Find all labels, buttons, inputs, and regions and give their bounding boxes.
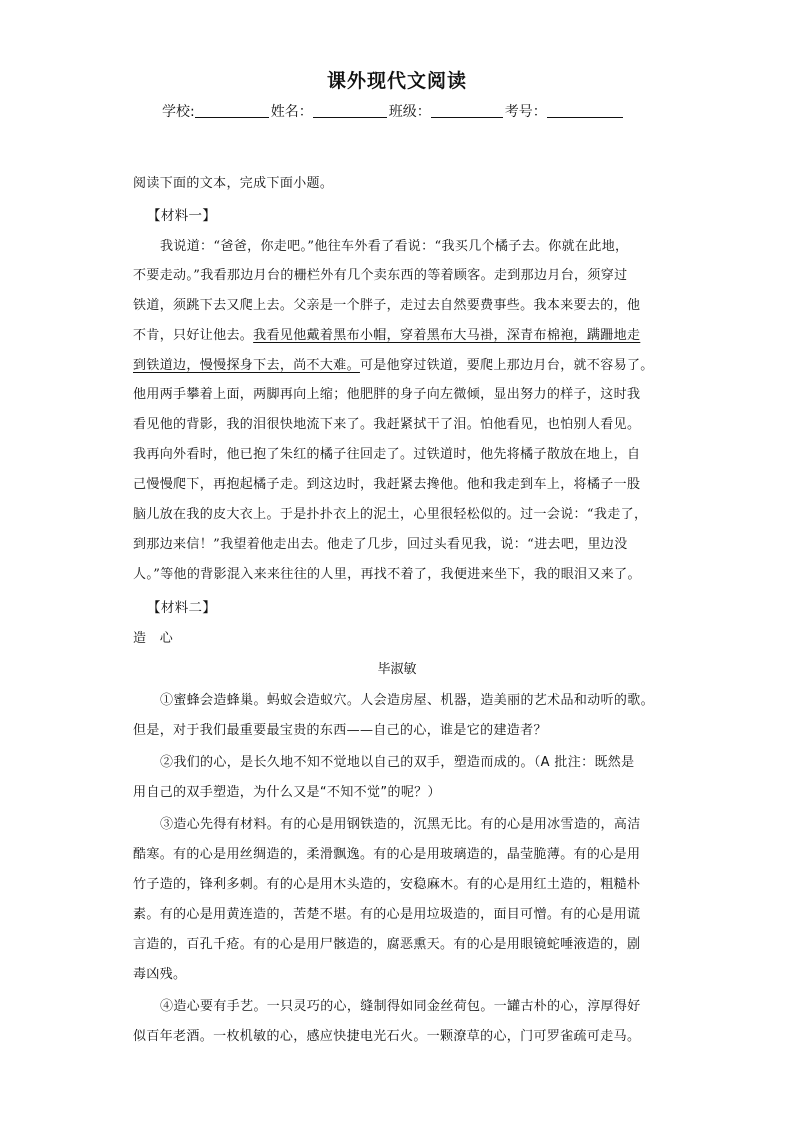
material1-line <box>133 354 654 373</box>
class-blank <box>431 103 503 118</box>
material2-line <box>160 751 635 770</box>
class-label: 班级： <box>388 104 431 120</box>
material1-line: 他用两手攀着上面，两脚再向上缩；他肥胖的身子向左微倾，显出努力的样子，这时我 <box>133 387 641 402</box>
material1-line: 脑儿放在我的皮大衣上。于是扑扑衣上的泥土，心里很轻松似的。过一会说：“我走了， <box>133 507 648 522</box>
material1-line <box>133 324 640 343</box>
material2-line: 但是，对于我们最重要最宝贵的东西——自己的心，谁是它的建造者？ <box>133 723 547 738</box>
annotation-a-continued: 用自己的双手塑造，为什么又是“不知不觉”的呢？） <box>133 785 441 800</box>
annotation-a: （A 批注：既然是 <box>533 755 635 770</box>
material1-line: 人。”等他的背影混入来来往往的人里，再找不着了，我便进来坐下，我的眼泪又来了。 <box>133 567 641 582</box>
material1-line: 己慢慢爬下，再抱起橘子走。到这边时，我赶紧去搀他。他和我走到车上，将橘子一股 <box>133 477 641 492</box>
material2-heading: 【材料二】 <box>147 600 217 616</box>
exam-no-blank <box>547 103 623 118</box>
instruction: 阅读下面的文本，完成下面小题。 <box>133 176 334 191</box>
material2-line: ①蜜蜂会造蜂巢。蚂蚁会造蚁穴。人会造房屋、机器，造美丽的艺术品和动听的歌。 <box>160 693 654 708</box>
underlined-passage: 我看见他戴着黑布小帽，穿着黑布大马褂，深青布棉袍，蹒跚地走 <box>253 328 641 343</box>
material1-line: 到那边来信！”我望着他走出去。他走了几步，回过头看见我，说：“进去吧，里边没 <box>133 537 628 552</box>
material2-line: 毒凶残。 <box>133 967 187 982</box>
name-label: 姓名： <box>270 104 313 120</box>
material2-line: ③造心先得有材料。有的心是用钢铁造的，沉黑无比。有的心是用冰雪造的，高洁 <box>160 817 641 832</box>
material1-line: 我再向外看时，他已抱了朱红的橘子往回走了。过铁道时，他先将橘子散放在地上，自 <box>133 447 641 462</box>
material1-heading: 【材料一】 <box>147 208 217 224</box>
exam-no-label: 考号： <box>504 104 547 120</box>
name-blank <box>313 103 387 118</box>
material2-line: 酷寒。有的心是用丝绸造的，柔滑飘逸。有的心是用玻璃造的，晶莹脆薄。有的心是用 <box>133 847 641 862</box>
page-title: 课外现代文阅读 <box>326 70 467 92</box>
material1-line: 不要走动。”我看那边月台的栅栏外有几个卖东西的等着顾客。走到那边月台，须穿过 <box>133 268 628 283</box>
essay-author: 毕淑敏 <box>377 662 417 677</box>
essay-title: 造 心 <box>133 631 174 646</box>
material2-line: 素。有的心是用黄连造的，苦楚不堪。有的心是用垃圾造的，面目可憎。有的心是用谎 <box>133 907 641 922</box>
material1-text: 不肯，只好让他去。 <box>133 328 254 343</box>
material1-line: 铁道，须跳下去又爬上去。父亲是一个胖子，走过去自然要费事些。我本来要去的，他 <box>133 298 641 313</box>
material1-line: 我说道：“爸爸，你走吧。”他往车外看了看说：“我买几个橘子去。你就在此地， <box>160 239 629 254</box>
material1-line: 看见他的背影，我的泪很快地流下来了。我赶紧拭干了泪。怕他看见，也怕别人看见。 <box>133 417 641 432</box>
material2-text: ②我们的心，是长久地不知不觉地以自己的双手，塑造而成的。 <box>160 755 534 770</box>
material2-line: 似百年老酒。一枚机敏的心，感应快捷电光石火。一颗潦草的心，门可罗雀疏可走马。 <box>133 1029 641 1044</box>
school-blank <box>195 103 269 118</box>
underlined-passage: 到铁道边，慢慢探身下去，尚不大难。 <box>133 358 360 373</box>
student-info-row <box>162 101 625 121</box>
material2-line: 竹子造的，锋利多刺。有的心是用木头造的，安稳麻木。有的心是用红土造的，粗糙朴 <box>133 877 641 892</box>
material2-line: ④造心要有手艺。一只灵巧的心，缝制得如同金丝荷包。一罐古朴的心，淳厚得好 <box>160 999 641 1014</box>
school-label: 学校: <box>162 104 195 120</box>
material2-line: 言造的，百孔千疮。有的心是用尸骸造的，腐恶熏天。有的心是用眼镜蛇唾液造的，剧 <box>133 937 641 952</box>
material1-text: 可是他穿过铁道，要爬上那边月台，就不容易了。 <box>359 358 654 373</box>
